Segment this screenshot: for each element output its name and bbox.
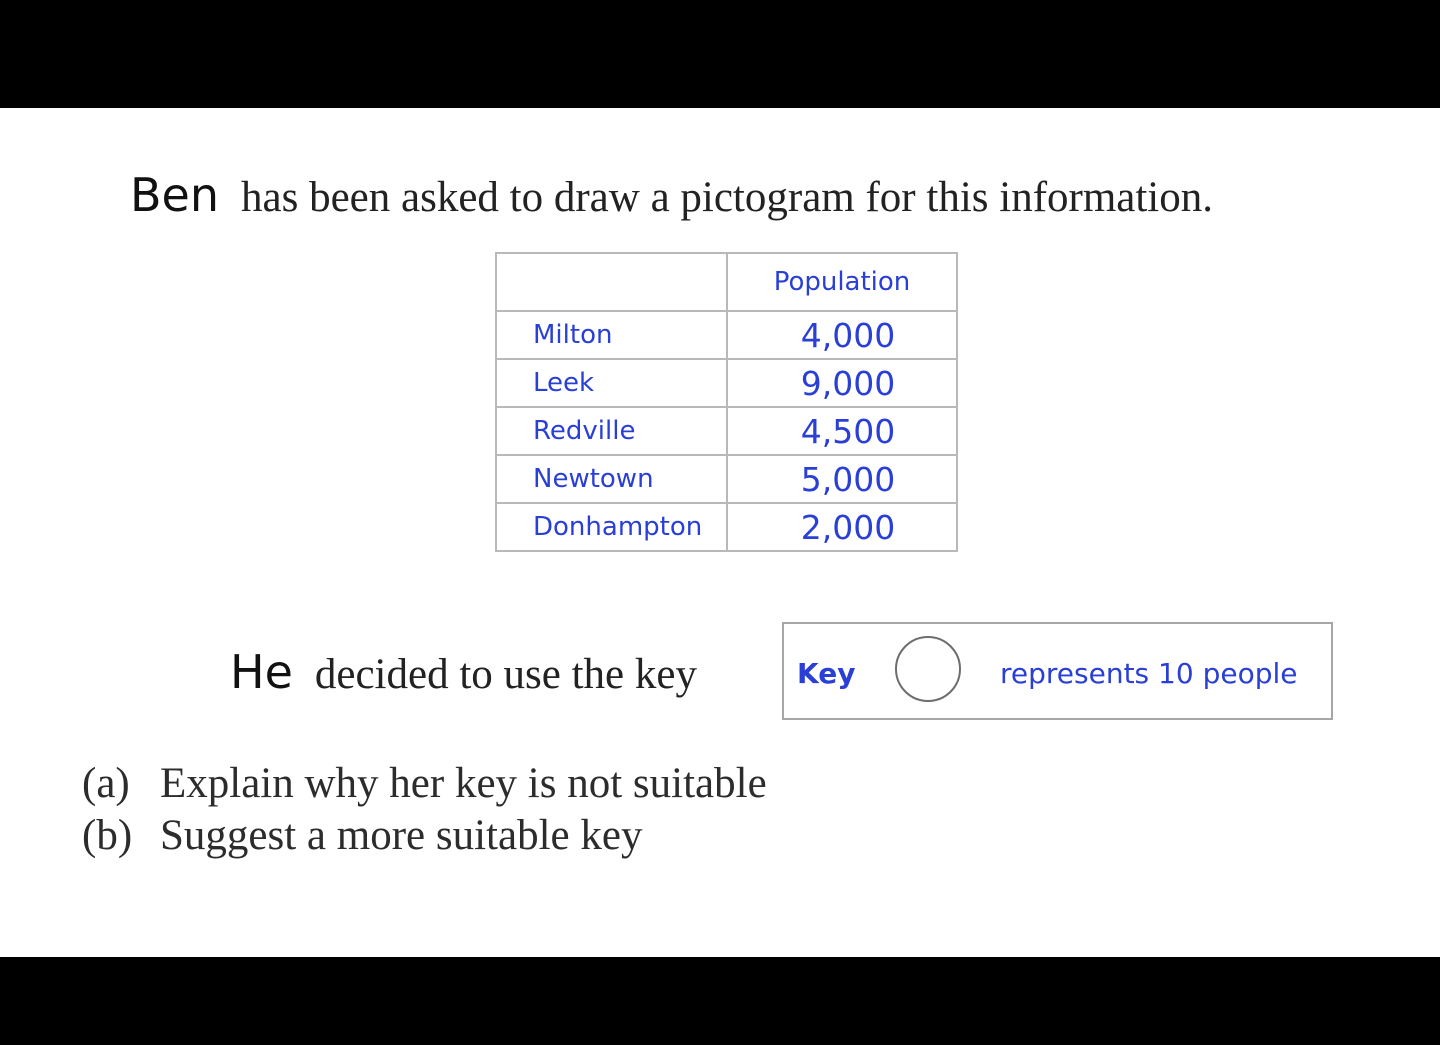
letterbox-top xyxy=(0,0,1440,108)
worksheet-slide xyxy=(0,108,1440,957)
question-item xyxy=(82,758,767,810)
header-empty-cell xyxy=(496,253,727,311)
population-value: 4,500 xyxy=(727,407,957,455)
town-name: Newtown xyxy=(496,455,727,503)
intro-text: has been asked to draw a pictogram for this information. xyxy=(241,174,1214,221)
key-sentence xyxy=(230,645,697,699)
table-row xyxy=(496,407,957,455)
question-list xyxy=(82,758,767,862)
key-sentence-text: decided to use the key xyxy=(314,651,697,698)
pictogram-key-box xyxy=(782,622,1333,720)
table-row xyxy=(496,503,957,551)
question-item xyxy=(82,810,767,862)
town-name: Redville xyxy=(496,407,727,455)
intro-sentence xyxy=(130,168,1213,222)
town-name: Milton xyxy=(496,311,727,359)
question-marker: (b) xyxy=(82,812,133,859)
table-row xyxy=(496,359,957,407)
table-header-row xyxy=(496,253,957,311)
population-value: 9,000 xyxy=(727,359,957,407)
circle-symbol-icon xyxy=(895,636,961,702)
town-name: Donhampton xyxy=(496,503,727,551)
population-value: 2,000 xyxy=(727,503,957,551)
header-population: Population xyxy=(727,253,957,311)
question-text: Explain why her key is not suitable xyxy=(160,760,767,807)
population-value: 4,000 xyxy=(727,311,957,359)
key-description: represents 10 people xyxy=(1000,657,1298,690)
key-sentence-subject: He xyxy=(230,645,293,699)
population-table xyxy=(495,252,958,552)
town-name: Leek xyxy=(496,359,727,407)
table-row xyxy=(496,455,957,503)
population-value: 5,000 xyxy=(727,455,957,503)
table-row xyxy=(496,311,957,359)
letterbox-bottom xyxy=(0,957,1440,1045)
question-marker: (a) xyxy=(82,760,130,807)
intro-name: Ben xyxy=(130,168,220,222)
question-text: Suggest a more suitable key xyxy=(160,812,643,859)
key-label: Key xyxy=(797,657,856,690)
